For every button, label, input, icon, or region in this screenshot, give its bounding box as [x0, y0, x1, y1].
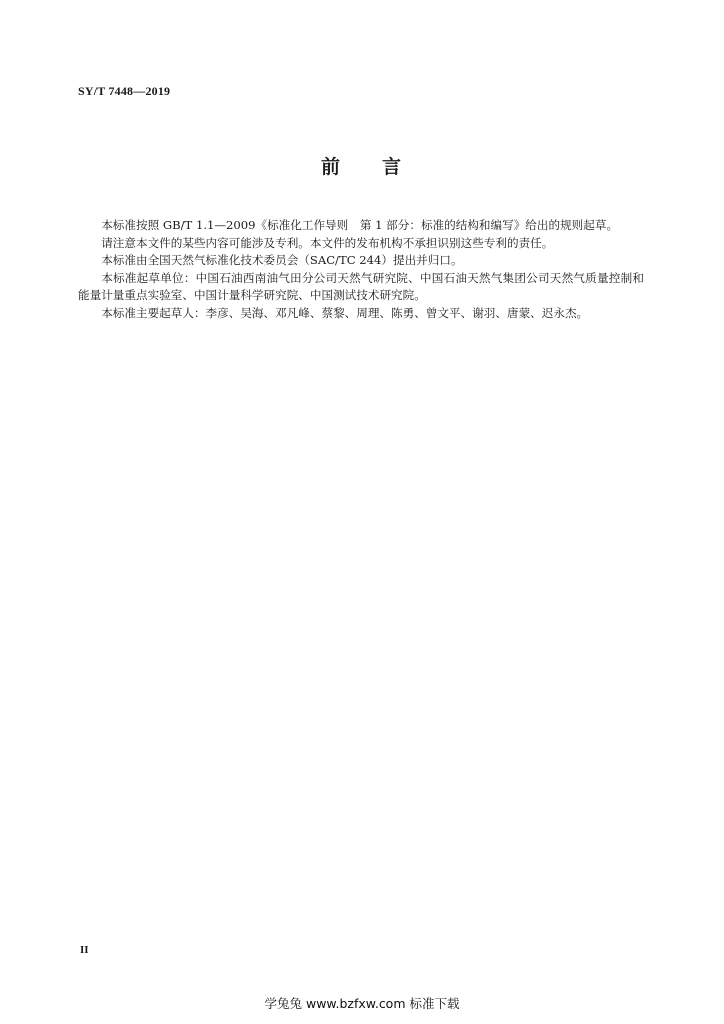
paragraph-drafting-rules: 本标准按照 GB/T 1.1—2009《标准化工作导则 第 1 部分：标准的结构和编写》给出的规则起草。 [101, 218, 619, 232]
title-char-2: 言 [382, 156, 404, 178]
paragraph-patent-notice: 请注意本文件的某些内容可能涉及专利。本文件的发布机构不承担识别这些专利的责任。 [101, 235, 554, 250]
document-code: SY/T 7448—2019 [78, 84, 171, 98]
paragraph-proposer: 本标准由全国天然气标准化技术委员会（SAC/TC 244）提出并归口。 [101, 253, 463, 268]
paragraph-drafters: 本标准主要起草人：李彦、吴海、邓凡峰、蔡黎、周理、陈勇、曾文平、谢羽、唐蒙、迟永杰。 [101, 305, 589, 320]
footer-watermark: 学兔兔 www.bzfxw.com 标准下载 [264, 996, 460, 1011]
foreword-body [78, 217, 644, 323]
page-title [0, 152, 724, 179]
paragraph-drafting-units: 本标准起草单位：中国石油西南油气田分公司天然气研究院、中国石油天然气集团公司天然气质量控制和能量计量重点实验室、中国计量科学研究院、中国测试技术研究院。 [78, 270, 644, 303]
title-char-1: 前 [320, 156, 342, 178]
page-number: II [80, 944, 89, 956]
